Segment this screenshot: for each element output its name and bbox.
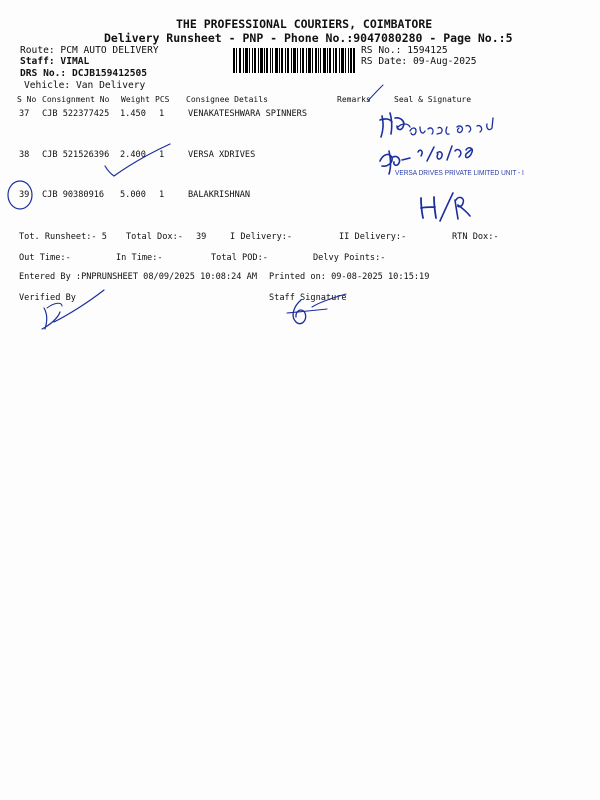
row-sno: 39 <box>19 190 30 200</box>
staff-label: Staff: VIMAL <box>20 56 90 67</box>
row-weight: 2.400 <box>120 150 146 160</box>
in-time: In Time:- <box>116 253 163 263</box>
signature-mark <box>402 146 472 161</box>
row-consignee: VERSA XDRIVES <box>188 150 256 160</box>
col-header-seal: Seal & Signature <box>394 95 472 104</box>
circle-mark <box>8 181 32 209</box>
drs-number: DRS No.: DCJB159412505 <box>20 68 148 79</box>
row-pcs: 1 <box>159 150 165 160</box>
col-header-weight: Weight <box>121 95 150 104</box>
total-dox-label: Total Dox:- <box>126 232 183 242</box>
rs-number: RS No.: 1594125 <box>361 45 448 56</box>
verified-by: Verified By <box>19 293 76 303</box>
i-delivery: I Delivery:- <box>230 232 293 242</box>
col-header-remarks: Remarks <box>337 95 371 104</box>
col-header-consignment: Consignment No <box>42 95 110 104</box>
rs-date: RS Date: 09-Aug-2025 <box>361 56 477 67</box>
rtn-dox: RTN Dox:- <box>452 232 499 242</box>
col-header-pcs: PCS <box>155 95 170 104</box>
signature-mark <box>457 118 493 133</box>
staff-signature: Staff Signature <box>269 293 347 303</box>
signature-mark <box>421 197 436 218</box>
col-header-sno: S No <box>17 95 37 104</box>
signature-mark <box>410 127 449 135</box>
row-weight: 1.450 <box>120 109 146 119</box>
verifier-signature <box>42 290 104 329</box>
row-consignee: BALAKRISHNAN <box>188 190 251 200</box>
total-dox-value: 39 <box>196 232 207 242</box>
staff-signature-mark <box>312 294 346 307</box>
row-weight: 5.000 <box>120 190 146 200</box>
row-consignment: CJB 521526396 <box>42 150 110 160</box>
remarks-tick-mark <box>368 85 383 101</box>
out-time: Out Time:- <box>19 253 71 263</box>
row-consignment: CJB 90380916 <box>42 190 105 200</box>
row-consignee: VENAKATESHWARA SPINNERS <box>188 109 307 119</box>
company-stamp: VERSA DRIVES PRIVATE LIMITED UNIT - I <box>395 168 524 177</box>
delvy-points: Delvy Points:- <box>313 253 386 263</box>
entered-by: Entered By :PNPRUNSHEET 08/09/2025 10:08:24 AM <box>19 272 257 282</box>
row-consignment: CJB 522377425 <box>42 109 110 119</box>
signature-mark <box>440 193 453 221</box>
printed-on: Printed on: 09-08-2025 10:15:19 <box>269 272 430 282</box>
verifier-signature <box>47 303 62 308</box>
vehicle-label: Vehicle: Van Delivery <box>24 80 146 91</box>
row-pcs: 1 <box>159 190 165 200</box>
check-mark <box>105 144 170 176</box>
runsheet-subtitle: Delivery Runsheet - PNP - Phone No.:9047080280 - Page No.:5 <box>104 31 513 45</box>
company-title: THE PROFESSIONAL COURIERS, COIMBATORE <box>176 17 433 31</box>
row-sno: 38 <box>19 150 30 160</box>
col-header-consignee: Consignee Details <box>186 95 268 104</box>
signature-mark <box>380 151 400 174</box>
ii-delivery: II Delivery:- <box>339 232 407 242</box>
row-pcs: 1 <box>159 109 165 119</box>
tot-runsheet: Tot. Runsheet:- 5 <box>19 232 107 242</box>
total-pod: Total POD:- <box>211 253 268 263</box>
route-label: Route: PCM AUTO DELIVERY <box>20 45 159 56</box>
row-sno: 37 <box>19 109 30 119</box>
signature-mark <box>455 197 470 219</box>
